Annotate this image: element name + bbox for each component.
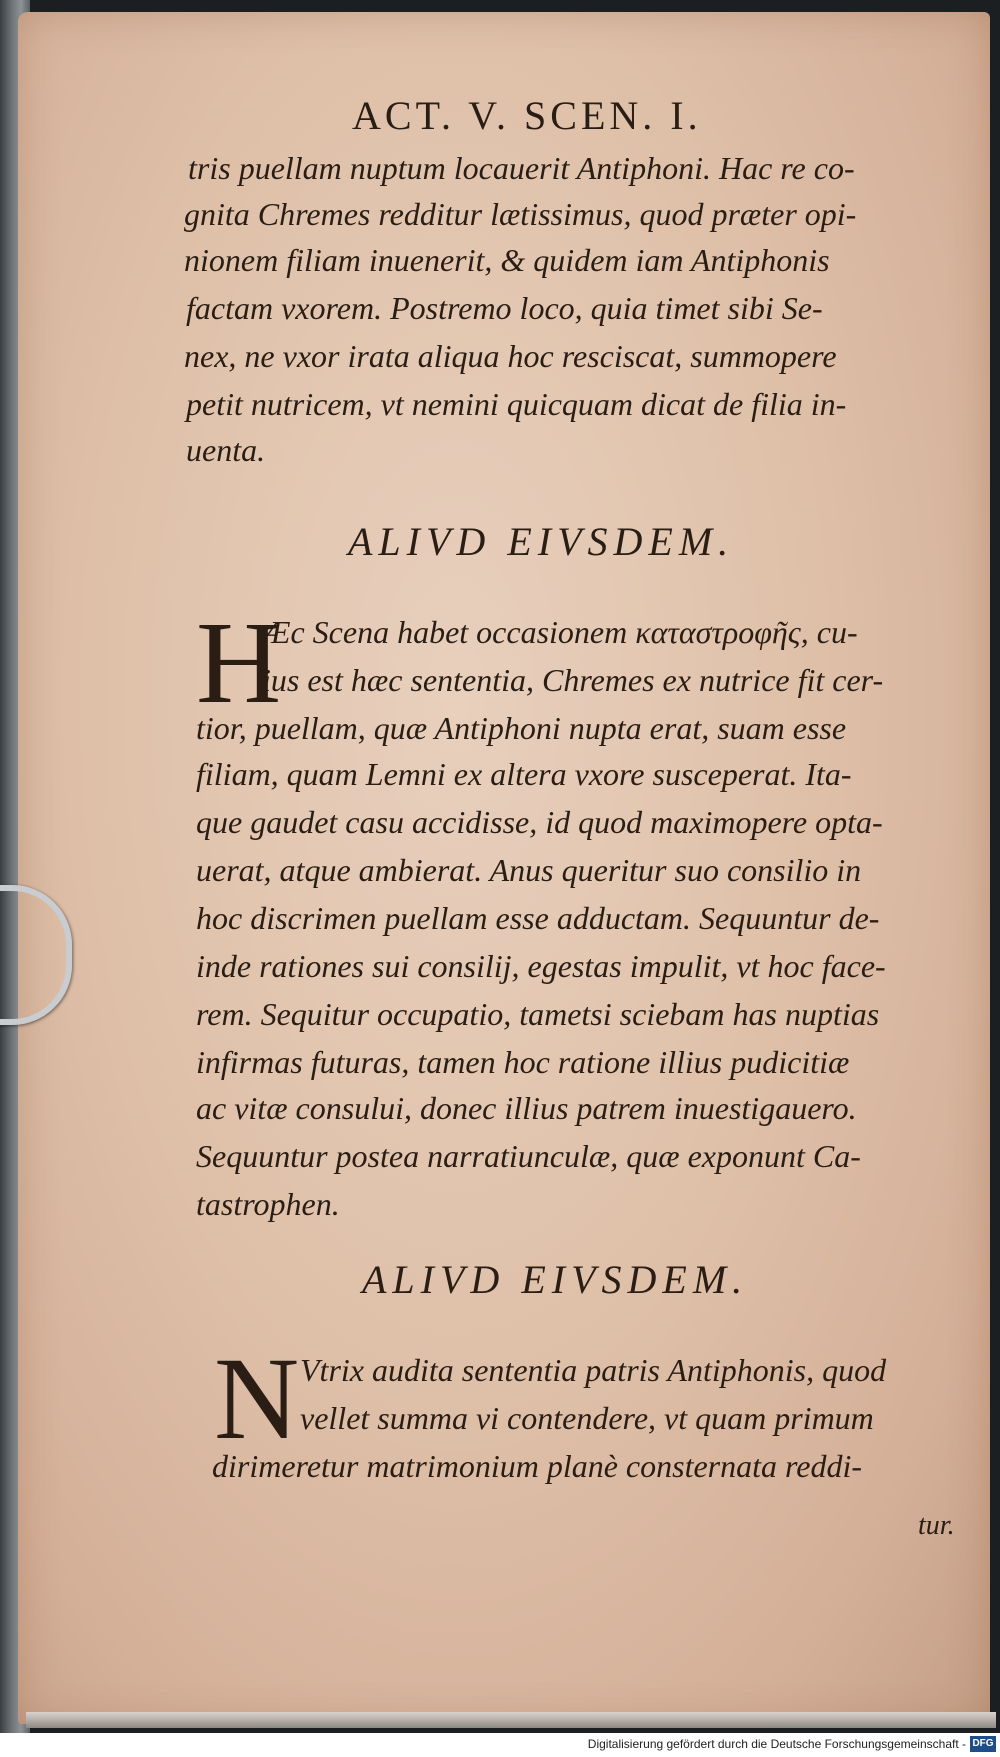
text-line: Vtrix audita sententia patris Antiphonis, quod [300,1352,887,1388]
text-line: rem. Sequitur occupatio, tametsi sciebam has nuptias [196,996,880,1032]
text-line: dirimeretur matrimonium planè consternata reddi- [212,1448,863,1484]
text-line: factam vxorem. Postremo loco, quia timet sibi Se- [186,290,823,326]
section-heading: ALIVD EIVSDEM. [362,1257,749,1302]
dfg-logo: DFG [970,1736,996,1752]
attribution-footer [0,1733,1000,1757]
text-line: uerat, atque ambierat. Anus queritur suo consilio in [196,852,862,888]
text-line: Sequuntur postea narratiunculæ, quæ exponunt Ca- [196,1138,861,1174]
text-line: inde rationes sui consilij, egestas impulit, vt hoc face- [196,948,886,984]
text-line: gnita Chremes redditur lætissimus, quod præter opi- [184,196,857,232]
text-line: tastrophen. [196,1186,340,1222]
text-line: hoc discrimen puellam esse adductam. Sequuntur de- [196,900,880,936]
text-line: tior, puellam, quæ Antiphoni nupta erat, suam esse [196,710,847,746]
text-line: ius est hæc sententia, Chremes ex nutrice fit cer- [262,662,884,698]
section-heading: ALIVD EIVSDEM. [348,519,735,564]
text-line: uenta. [186,432,266,468]
text-line: tris puellam nuptum locauerit Antiphoni. Hac re co- [188,150,855,186]
drop-cap: H [196,597,282,728]
text-line: vellet summa vi contendere, vt quam primum [300,1400,874,1436]
text-line: filiam, quam Lemni ex altera vxore susceperat. Ita- [196,756,852,792]
text-line: nionem filiam inuenerit, & quidem iam Antiphonis [184,242,830,278]
attribution-text: Digitalisierung gefördert durch die Deutsche Forschungsgemeinschaft - [587,1737,966,1751]
text-line: Æc Scena habet occasionem καταστροφῆς, cu- [262,614,858,650]
drop-cap: N [214,1333,300,1464]
text-line: ac vitæ consului, donec illius patrem inuestigauero. [196,1090,857,1126]
text-line: nex, ne vxor irata aliqua hoc resciscat, summopere [184,338,837,374]
text-line: petit nutricem, vt nemini quicquam dicat de filia in- [186,386,847,422]
catchword: tur. [918,1510,955,1541]
running-header: ACT. V. SCEN. I. [352,93,702,138]
text-line: infirmas futuras, tamen hoc ratione illius pudicitiæ [196,1044,850,1080]
text-line: que gaudet casu accidisse, id quod maximopere opta- [196,804,883,840]
